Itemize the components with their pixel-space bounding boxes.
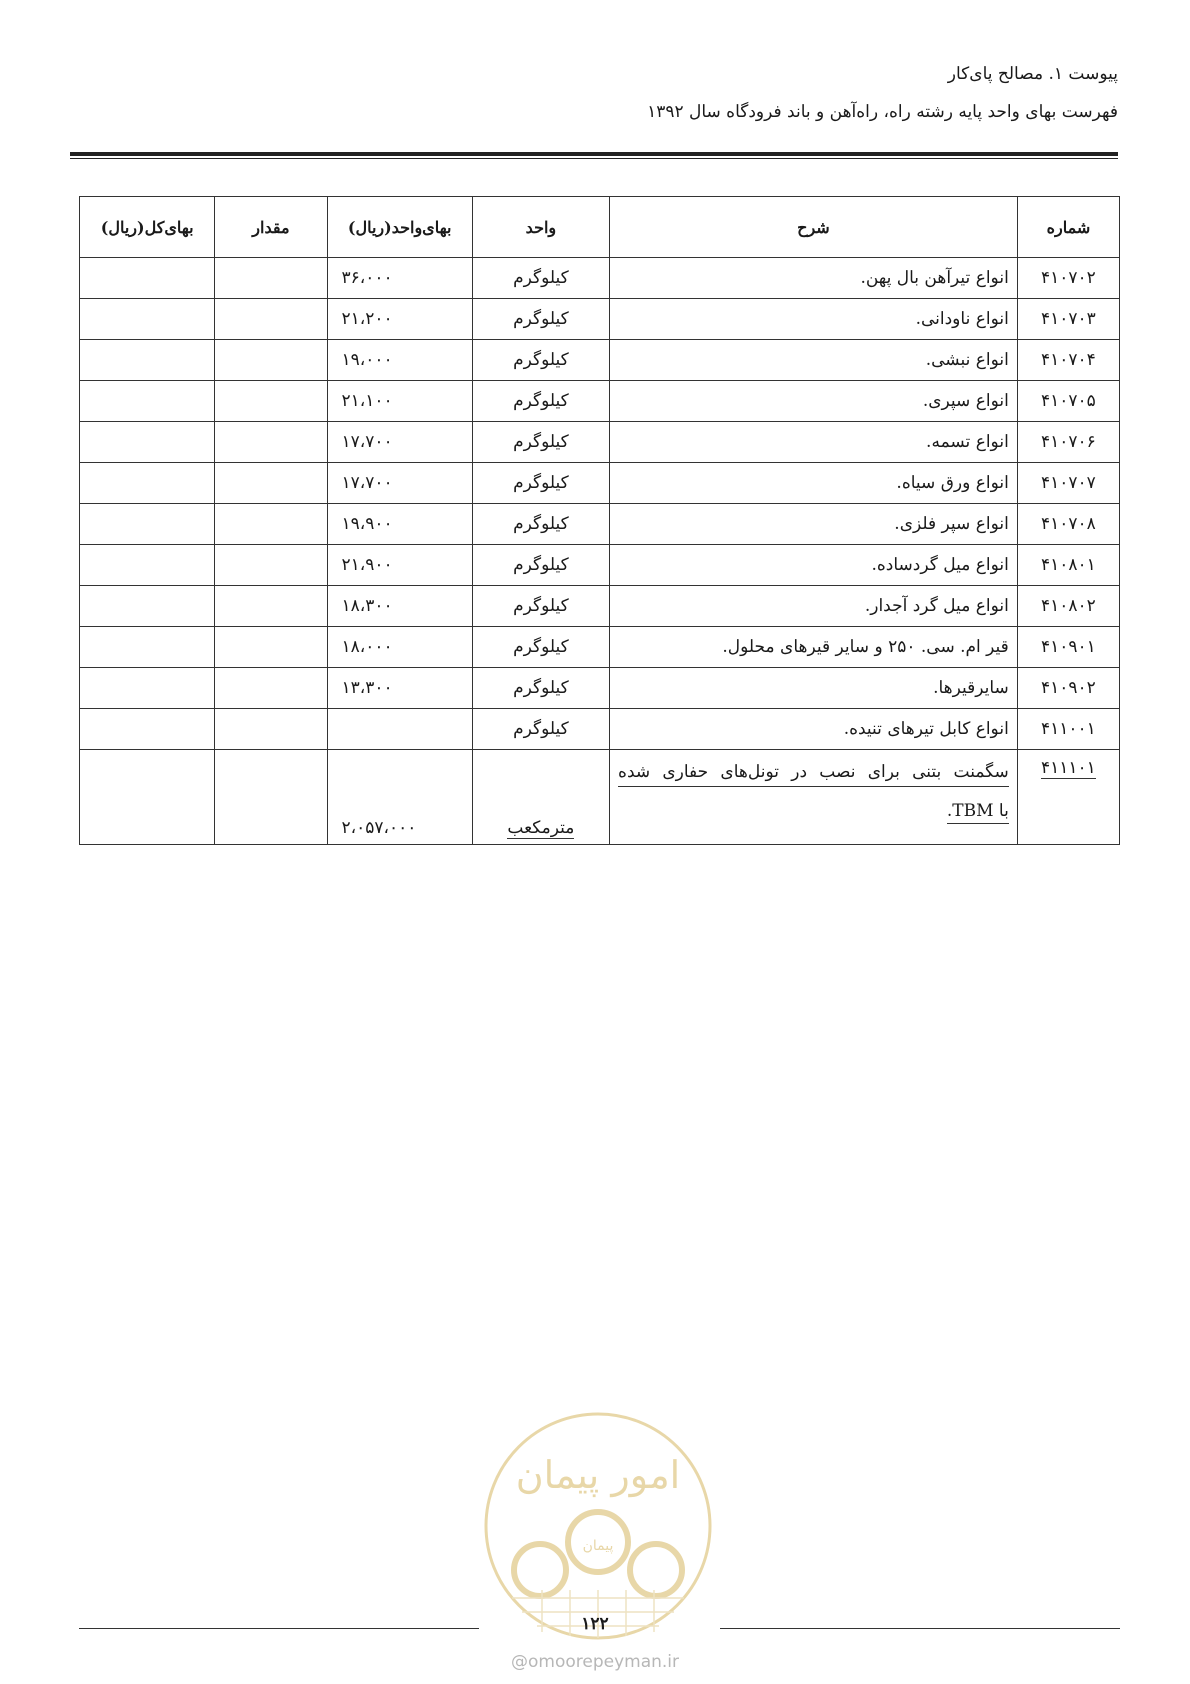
row-total-price — [80, 422, 215, 463]
row-number: ۴۱۰۷۰۴ — [1017, 340, 1119, 381]
row-description: انواع تسمه. — [610, 422, 1018, 463]
row-unit: کیلوگرم — [472, 627, 609, 668]
row-number: ۴۱۱۰۰۱ — [1017, 709, 1119, 750]
row-unit: کیلوگرم — [472, 340, 609, 381]
row-number: ۴۱۰۷۰۶ — [1017, 422, 1119, 463]
table-row — [80, 545, 1120, 586]
row-description: سایرقیرها. — [610, 668, 1018, 709]
table-row — [80, 627, 1120, 668]
row-unit-price: ۱۹،۰۰۰ — [327, 340, 472, 381]
row-description: انواع میل گردساده. — [610, 545, 1018, 586]
table-row — [80, 750, 1120, 845]
row-quantity — [215, 381, 327, 422]
header-total-price: بهای‌کل(ریال) — [80, 197, 215, 258]
row-unit-price: ۲۱،۹۰۰ — [327, 545, 472, 586]
row-unit-price: ۱۸،۳۰۰ — [327, 586, 472, 627]
row-quantity — [215, 545, 327, 586]
row-unit: کیلوگرم — [472, 709, 609, 750]
row-unit: کیلوگرم — [472, 422, 609, 463]
row-quantity — [215, 504, 327, 545]
row-total-price — [80, 299, 215, 340]
row-quantity — [215, 422, 327, 463]
row-number: ۴۱۰۷۰۳ — [1017, 299, 1119, 340]
row-description: انواع سپر فلزی. — [610, 504, 1018, 545]
row-total-price — [80, 258, 215, 299]
header-quantity: مقدار — [215, 197, 327, 258]
omoorepeyman-seal-icon — [482, 1410, 714, 1642]
price-list-title: فهرست بهای واحد پایه رشته راه، راه‌آهن و باند فرودگاه سال ۱۳۹۲ — [647, 102, 1118, 122]
row-unit-price: ۲۱،۲۰۰ — [327, 299, 472, 340]
row-total-price — [80, 381, 215, 422]
footer-rule-left — [79, 1628, 479, 1629]
row-unit-price: ۱۷،۷۰۰ — [327, 463, 472, 504]
row-unit: کیلوگرم — [472, 586, 609, 627]
row-description: انواع کابل تیرهای تنیده. — [610, 709, 1018, 750]
row-number: ۴۱۰۷۰۷ — [1017, 463, 1119, 504]
row-number: ۴۱۰۷۰۵ — [1017, 381, 1119, 422]
row-quantity — [215, 750, 327, 845]
row-unit: کیلوگرم — [472, 463, 609, 504]
table-row — [80, 586, 1120, 627]
page-number: ۱۲۲ — [581, 1614, 609, 1634]
table-row — [80, 504, 1120, 545]
row-unit-price: ۲۱،۱۰۰ — [327, 381, 472, 422]
row-total-price — [80, 750, 215, 845]
row-quantity — [215, 299, 327, 340]
row-quantity — [215, 586, 327, 627]
row-quantity — [215, 463, 327, 504]
row-unit-price: ۱۷،۷۰۰ — [327, 422, 472, 463]
row-quantity — [215, 668, 327, 709]
row-description: انواع تیرآهن بال پهن. — [610, 258, 1018, 299]
row-number-text: ۴۱۱۱۰۱ — [1041, 758, 1096, 778]
row-unit: کیلوگرم — [472, 545, 609, 586]
header-unit: واحد — [472, 197, 609, 258]
row-number: ۴۱۰۸۰۱ — [1017, 545, 1119, 586]
row-unit-price — [327, 709, 472, 750]
row-quantity — [215, 258, 327, 299]
header-description: شرح — [610, 197, 1018, 258]
header-rule-thin — [70, 158, 1118, 159]
row-number: ۴۱۰۸۰۲ — [1017, 586, 1119, 627]
website-watermark: @omoorepeyman.ir — [510, 1652, 680, 1672]
row-description: انواع میل گرد آجدار. — [610, 586, 1018, 627]
row-unit-price: ۳۶،۰۰۰ — [327, 258, 472, 299]
table-row — [80, 381, 1120, 422]
table-row — [80, 422, 1120, 463]
header-unit-price: بهای‌واحد(ریال) — [327, 197, 472, 258]
price-table — [79, 196, 1120, 845]
row-unit-text: مترمکعب — [507, 818, 575, 838]
row-unit-price: ۱۹،۹۰۰ — [327, 504, 472, 545]
row-unit: کیلوگرم — [472, 381, 609, 422]
row-total-price — [80, 545, 215, 586]
row-number — [1017, 750, 1119, 845]
table-row — [80, 258, 1120, 299]
row-total-price — [80, 340, 215, 381]
row-unit: کیلوگرم — [472, 504, 609, 545]
header-number: شماره — [1017, 197, 1119, 258]
table-row — [80, 299, 1120, 340]
row-unit: کیلوگرم — [472, 258, 609, 299]
table-row — [80, 340, 1120, 381]
appendix-title: پیوست ۱. مصالح پای‌کار — [947, 64, 1118, 84]
row-total-price — [80, 586, 215, 627]
seal-inner-text: پیمان — [582, 1538, 614, 1554]
table-row — [80, 709, 1120, 750]
row-unit: کیلوگرم — [472, 299, 609, 340]
row-unit: کیلوگرم — [472, 668, 609, 709]
row-total-price — [80, 668, 215, 709]
row-unit-price: ۱۳،۳۰۰ — [327, 668, 472, 709]
row-description: انواع ناودانی. — [610, 299, 1018, 340]
row-description-line1: سگمنت بتنی برای نصب در تونل‌های حفاری شده — [618, 758, 1009, 787]
seal-text: امور پیمان — [515, 1453, 681, 1497]
row-total-price — [80, 627, 215, 668]
row-unit-price: ۲،۰۵۷،۰۰۰ — [327, 750, 472, 845]
row-quantity — [215, 340, 327, 381]
footer-rule-right — [720, 1628, 1120, 1629]
row-number: ۴۱۰۷۰۸ — [1017, 504, 1119, 545]
row-total-price — [80, 504, 215, 545]
row-unit — [472, 750, 609, 845]
website-text: omoorepeyman.ir — [527, 1652, 680, 1672]
row-quantity — [215, 627, 327, 668]
table-header-row — [80, 197, 1120, 258]
table-row — [80, 668, 1120, 709]
row-number: ۴۱۰۹۰۱ — [1017, 627, 1119, 668]
table-row — [80, 463, 1120, 504]
row-quantity — [215, 709, 327, 750]
row-description: قیر ام. سی. ۲۵۰ و سایر قیرهای محلول. — [610, 627, 1018, 668]
header-rule-thick — [70, 152, 1118, 156]
row-number: ۴۱۰۹۰۲ — [1017, 668, 1119, 709]
table-body — [80, 258, 1120, 845]
row-description-line2: با TBM. — [947, 799, 1009, 824]
row-total-price — [80, 709, 215, 750]
row-description: انواع سپری. — [610, 381, 1018, 422]
row-description: انواع نبشی. — [610, 340, 1018, 381]
row-description: انواع ورق سیاه. — [610, 463, 1018, 504]
row-total-price — [80, 463, 215, 504]
row-unit-price: ۱۸،۰۰۰ — [327, 627, 472, 668]
row-number: ۴۱۰۷۰۲ — [1017, 258, 1119, 299]
row-description — [610, 750, 1018, 845]
